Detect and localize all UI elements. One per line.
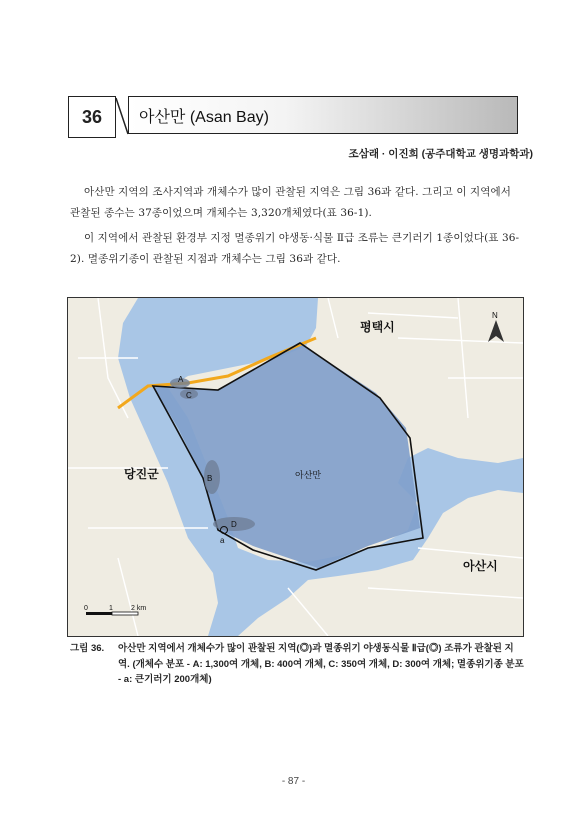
site-d-label: D	[231, 520, 237, 529]
caption-body: 아산만 지역에서 개체수가 많이 관찰된 지역(◎)과 멸종위기 야생동식물 Ⅱ급(◎) 조류가 관찰된 지역. (개체수 분포 - A: 1,300여 개체, B: 400여 개체, C: 350여 개체, D: 300여 개체; 멸종위기종 분포 - a: 큰기러기 200개체)	[118, 643, 524, 685]
scale-zero: 0	[84, 605, 88, 612]
chapter-title-box	[128, 96, 518, 134]
pyeongtaek-label: 평택시	[360, 320, 395, 334]
figure-caption	[70, 641, 525, 688]
paragraph-2: 이 지역에서 관찰된 환경부 지정 멸종위기 야생동·식물 Ⅱ급 조류는 큰기러기 1종이었다(표 36-2). 멸종위기종이 관찰된 지점과 개체수는 그림 36과 같다.	[70, 232, 520, 265]
map-canvas	[68, 298, 523, 636]
caption-head: 그림 36.	[70, 643, 105, 654]
authors: 조삼래 · 이진희 (공주대학교 생명과학과)	[348, 148, 533, 160]
chapter-number: 36	[81, 106, 103, 127]
scale-one: 1	[109, 605, 113, 612]
asan-label: 아산시	[463, 559, 498, 573]
map-figure	[67, 297, 524, 637]
dangjin-label: 당진군	[124, 467, 159, 481]
site-c-label: C	[186, 391, 192, 400]
site-small-a-label: a	[220, 536, 225, 545]
paragraph-1: 아산만 지역의 조사지역과 개체수가 많이 관찰된 지역은 그림 36과 같다. 그리고 이 지역에서 관찰된 종수는 37종이었으며 개체수는 3,320개체였다(표 36-1).	[70, 186, 511, 219]
chapter-title: 아산만 (Asan Bay)	[139, 108, 269, 126]
scale-two: 2 km	[131, 605, 147, 612]
chapter-number-box	[68, 96, 116, 138]
svg-text:N: N	[492, 311, 498, 320]
site-b-label: B	[207, 474, 213, 483]
page-number: - 87 -	[281, 776, 306, 787]
asanman-label: 아산만	[295, 470, 322, 480]
site-a-label: A	[178, 375, 184, 384]
